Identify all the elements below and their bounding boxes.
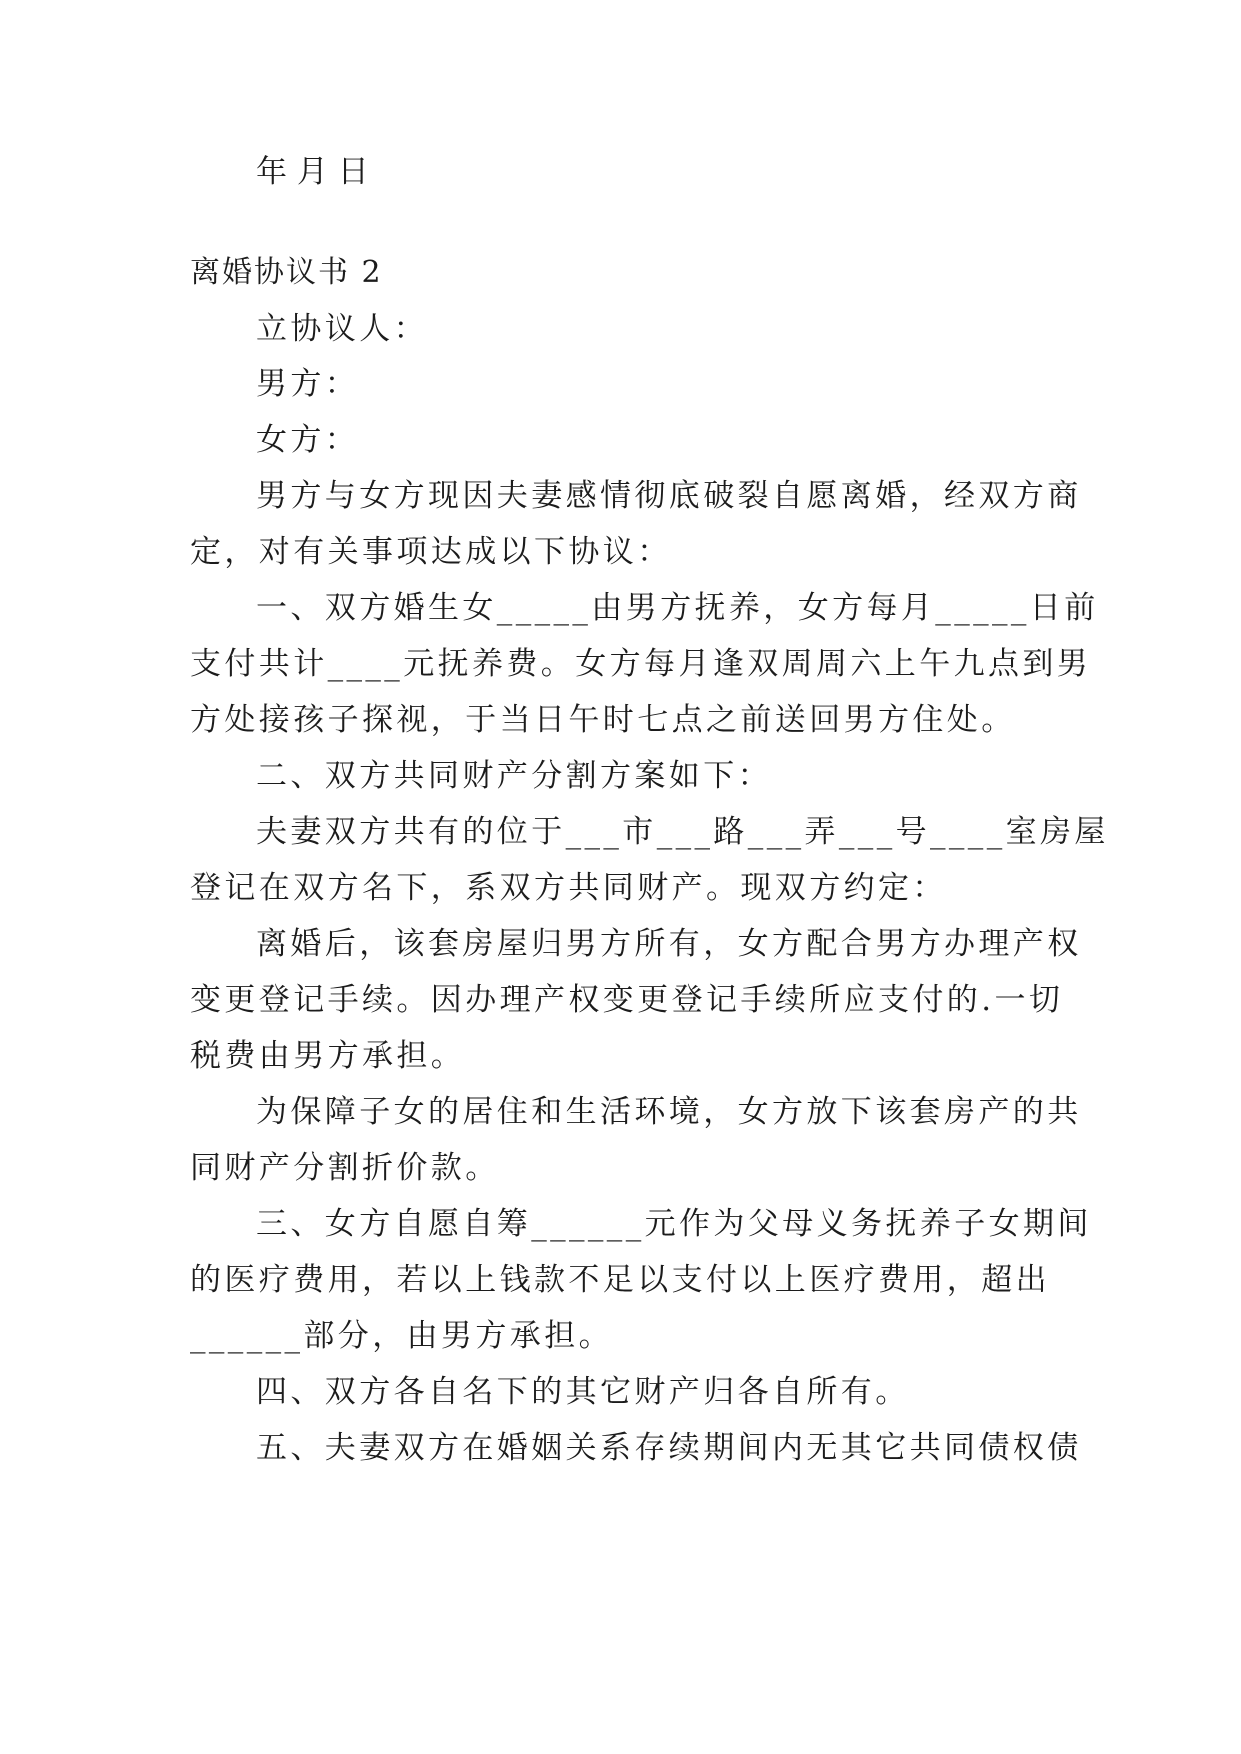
date-line: 年 月 日 [256, 154, 369, 190]
item3-line-2: 的医疗费用，若以上钱款不足以支付以上医疗费用，超出 [190, 1262, 1050, 1298]
house-line-1: 夫妻双方共有的位于___市___路___弄___号____室房屋 [256, 814, 1109, 850]
document-title: 离婚协议书 2 [190, 255, 383, 290]
item1-line-3: 方处接孩子探视，于当日午时七点之前送回男方住处。 [190, 702, 1016, 738]
item4-line: 四、双方各自名下的其它财产归各自所有。 [256, 1374, 910, 1410]
item3-line-1: 三、女方自愿自筹______元作为父母义务抚养子女期间 [256, 1206, 1092, 1242]
child-housing-line-2: 同财产分割折价款。 [190, 1150, 500, 1186]
item2-heading: 二、双方共同财产分割方案如下： [256, 758, 772, 794]
item1-line-2: 支付共计____元抚养费。女方每月逢双周周六上午九点到男 [190, 646, 1092, 682]
item1-line-1: 一、双方婚生女_____由男方抚养，女方每月_____日前 [256, 590, 1099, 626]
intro-line-1: 男方与女方现因夫妻感情彻底破裂自愿离婚，经双方商 [256, 478, 1082, 514]
intro-line-2: 定，对有关事项达成以下协议： [190, 534, 672, 570]
female-party-label: 女方： [256, 422, 360, 458]
child-housing-line-1: 为保障子女的居住和生活环境，女方放下该套房产的共 [256, 1094, 1082, 1130]
item3-line-3: ______部分，由男方承担。 [190, 1318, 613, 1354]
item5-line: 五、夫妻双方在婚姻关系存续期间内无其它共同债权债 [256, 1430, 1082, 1466]
parties-heading: 立协议人： [256, 311, 428, 347]
male-party-label: 男方： [256, 366, 360, 402]
house-line-2: 登记在双方名下，系双方共同财产。现双方约定： [190, 870, 947, 906]
after-divorce-line-1: 离婚后，该套房屋归男方所有，女方配合男方办理产权 [256, 926, 1082, 962]
after-divorce-line-2: 变更登记手续。因办理产权变更登记手续所应支付的.一切 [190, 982, 1064, 1018]
after-divorce-line-3: 税费由男方承担。 [190, 1038, 466, 1074]
